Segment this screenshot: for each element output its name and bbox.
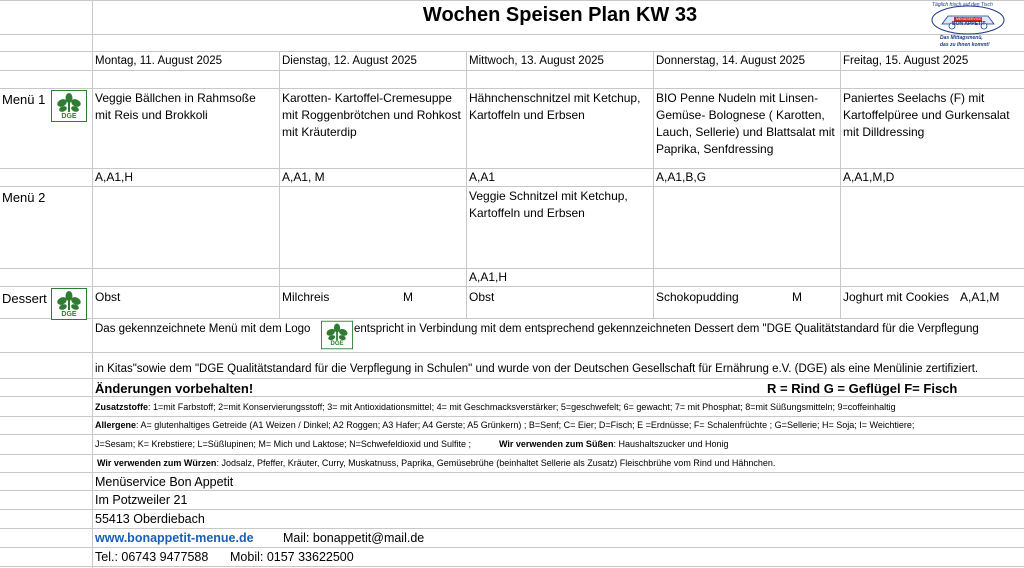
dge-logo-menu1: [51, 90, 87, 122]
wuerzen-label: Wir verwenden zum Würzen: [97, 458, 217, 468]
menu1-dish-thursday: BIO Penne Nudeln mit Linsen-Gemüse- Bolognese ( Karotten, Lauch, Sellerie) und Blattsalat mit Paprika, Senfdressing: [656, 91, 835, 156]
dessert-thursday: Schokopudding: [656, 290, 739, 304]
dessert-friday-mark: A,A1,M: [960, 290, 1000, 304]
stamp-bottom-text-1: Das Mittagsmenü,: [940, 35, 983, 41]
day-header-tuesday: Dienstag, 12. August 2025: [282, 55, 417, 67]
dessert-tuesday-mark: M: [403, 290, 413, 304]
allergene-line-2: [95, 438, 471, 451]
stamp-middle-text: MENÜSERVICE: [956, 17, 982, 21]
menu2-label: Menü 2: [2, 190, 46, 205]
suessen-line: [499, 438, 729, 451]
contact-mail: Mail: bonappetit@mail.de: [283, 531, 425, 545]
dge-logo-dessert: [51, 288, 87, 320]
suessen-text: : Haushaltszucker und Honig: [613, 439, 729, 449]
menu1-allergens-thursday: A,A1,B,G: [656, 170, 707, 184]
menu2-allergens-wednesday: A,A1,H: [469, 270, 508, 284]
menu1-dish-friday: Paniertes Seelachs (F) mit Kartoffelpüree und Gurkensalat mit Dilldressing: [843, 91, 1010, 139]
zusatzstoffe-label: Zusatzstoffe: [95, 402, 149, 412]
website-link[interactable]: www.bonappetit-menue.de: [95, 531, 254, 545]
dge-note-line1-pre: Das gekennzeichnete Menü mit dem Logo: [95, 323, 311, 335]
dessert-monday: Obst: [95, 290, 121, 304]
menu2-dish-wednesday: Veggie Schnitzel mit Ketchup, Kartoffeln und Erbsen: [469, 189, 628, 220]
menu1-allergens-wednesday: A,A1: [469, 170, 496, 184]
day-header-thursday: Donnerstag, 14. August 2025: [656, 55, 805, 67]
menu1-dish-wednesday: Hähnchenschnitzel mit Ketchup, Kartoffeln und Erbsen: [469, 91, 641, 122]
dge-logo-text: DGE: [61, 311, 77, 318]
dessert-tuesday: Milchreis: [282, 290, 330, 304]
contact-mobile: Mobil: 0157 33622500: [230, 550, 354, 564]
zusatzstoffe-line: [95, 401, 896, 414]
stamp-brand: BON APPETIT: [952, 21, 986, 27]
meat-legend: R = Rind G = Geflügel F= Fisch: [767, 381, 958, 396]
day-header-friday: Freitag, 15. August 2025: [843, 55, 969, 67]
bon-appetit-stamp: [918, 2, 1018, 50]
suessen-label: Wir verwenden zum Süßen: [499, 439, 614, 449]
contact-name: Menüservice Bon Appetit: [95, 475, 234, 489]
dessert-wednesday: Obst: [469, 290, 495, 304]
contact-street: Im Potzweiler 21: [95, 493, 188, 507]
dessert-friday: Joghurt mit Cookies: [843, 290, 950, 304]
day-header-wednesday: Mittwoch, 13. August 2025: [469, 55, 604, 67]
allergene-line: [95, 419, 914, 432]
day-header-monday: Montag, 11. August 2025: [95, 55, 223, 67]
menu1-label: Menü 1: [2, 92, 46, 107]
contact-city: 55413 Oberdiebach: [95, 512, 205, 526]
zusatzstoffe-text: : 1=mit Farbstoff; 2=mit Konservierungsstoff; 3= mit Antioxidationsmittel; 4= mit Geschmacksverstärker; 5=geschwefelt; 6= gewacht; 7= mit Phosphat; 8=mit Süßungsmitteln; 9=coffeinhaltig: [148, 402, 896, 412]
contact-phone: Tel.: 06743 9477588: [95, 550, 209, 564]
allergene-label: Allergene: [95, 420, 137, 430]
menu1-dish-monday: Veggie Bällchen in Rahmsoße mit Reis und Brokkoli: [95, 91, 256, 122]
allergene-text-2: J=Sesam; K= Krebstiere; L=Süßlupinen; M= Mich und Laktose; N=Schwefeldioxid und Sulfite ;: [95, 439, 471, 449]
dge-logo-text: DGE: [330, 341, 344, 347]
menu1-allergens-friday: A,A1,M,D: [843, 170, 895, 184]
stamp-top-text: Täglich frisch auf den Tisch: [932, 2, 993, 8]
dessert-label: Dessert: [2, 291, 47, 306]
menu1-allergens-monday: A,A1,H: [95, 170, 134, 184]
stamp-bottom-text-2: das zu Ihnen kommt!: [940, 42, 990, 48]
menu1-allergens-tuesday: A,A1, M: [282, 170, 325, 184]
allergene-text: : A= glutenhaltiges Getreide (A1 Weizen / Dinkel; A2 Roggen; A3 Hafer; A4 Gerste; A5 Grünkern) ; B=Senf; C= Eier; D=Fisch; E =Erdnüsse; F= Schalenfrüchte ; G=Sellerie; H= Soja; I= Weichtiere;: [136, 420, 915, 430]
dge-note-line1-post: entspricht in Verbindung mit dem entsprechend gekennzeichneten Dessert dem "DGE Qualitätstandard für die Verpflegung: [354, 323, 979, 335]
page-title: Wochen Speisen Plan KW 33: [422, 4, 698, 26]
dge-note-line2: in Kitas"sowie dem "DGE Qualitätstandard für die Verpflegung in Schulen" und wurde von der Deutschen Gesellschaft für Ernährung e.V. (DGE) als eine Menülinie zertifiziert.: [95, 363, 979, 375]
dessert-thursday-mark: M: [792, 290, 802, 304]
dge-logo-note: [321, 320, 353, 350]
menu1-dish-tuesday: Karotten- Kartoffel-Cremesuppe mit Roggenbrötchen und Rohkost mit Kräuterdip: [282, 91, 461, 139]
wuerzen-text: : Jodsalz, Pfeffer, Kräuter, Curry, Muskatnuss, Paprika, Gemüsebrühe (beinhaltet Sellerie als Zusatz) Fleischbrühe vom Rind und Hähnchen.: [216, 458, 776, 468]
wuerzen-line: [97, 457, 775, 470]
dge-logo-text: DGE: [61, 113, 77, 120]
changes-notice: Änderungen vorbehalten!: [95, 381, 254, 396]
